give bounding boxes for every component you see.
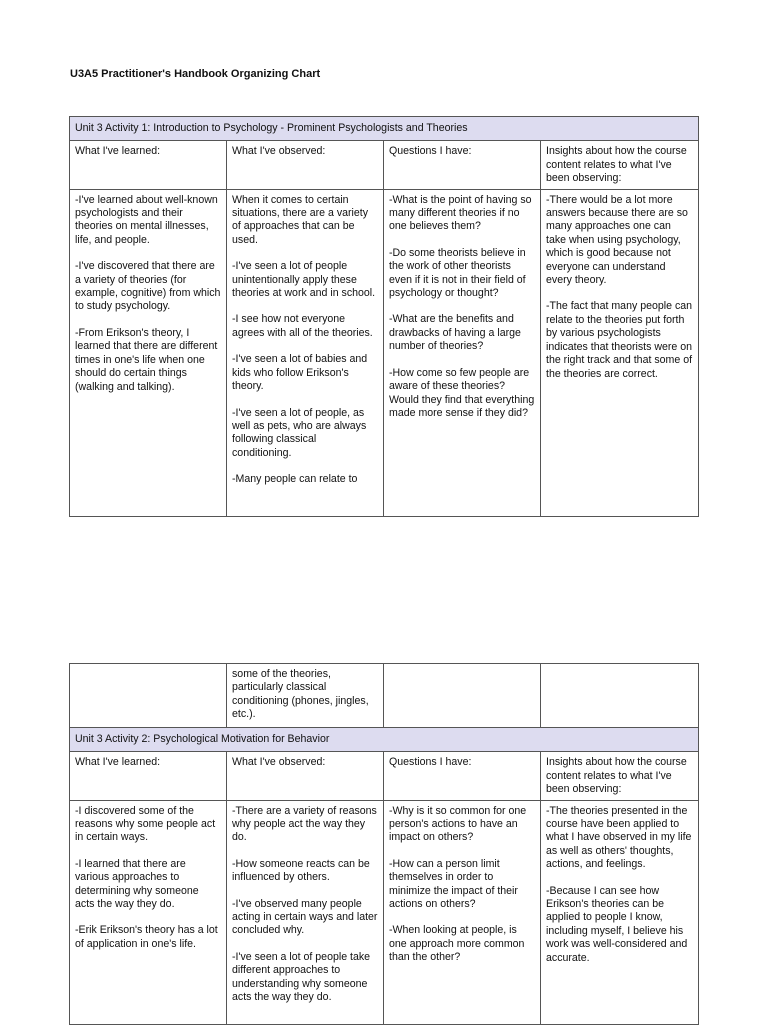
column-header-learned: What I've learned: — [70, 141, 227, 189]
observed-cell — [227, 800, 384, 1024]
learned-cell — [70, 800, 227, 1024]
cell-paragraph: -When looking at people, is one approach more common than the other? — [389, 924, 525, 964]
observed-cell — [227, 664, 384, 728]
questions-cell — [384, 800, 541, 1024]
insights-cell — [541, 664, 699, 728]
column-header-questions: Questions I have: — [384, 141, 541, 189]
cell-paragraph: -From Erikson's theory, I learned that there are different times in one's life when one should do certain things (walking and talking). — [75, 326, 218, 393]
cell-paragraph: -I see how not everyone agrees with all of the theories. — [232, 313, 373, 339]
column-header-questions: Questions I have: — [384, 752, 541, 800]
organizing-chart-table — [69, 116, 699, 517]
learned-cell — [70, 664, 227, 728]
column-header-learned: What I've learned: — [70, 752, 227, 800]
cell-paragraph: -The theories presented in the course have been applied to what I have observed in my life as well as others' thoughts, actions, and feelings. — [546, 804, 692, 871]
cell-paragraph: -I've discovered that there are a variety of theories (for example, cognitive) from which to study psychology. — [75, 260, 221, 313]
column-header-observed: What I've observed: — [227, 141, 384, 189]
insights-cell — [541, 189, 699, 516]
cell-paragraph: -I've learned about well-known psychologists and their theories on mental illnesses, life, and people. — [75, 193, 218, 246]
cell-paragraph: -What is the point of having so many different theories if no one believes them? — [389, 193, 532, 233]
cell-paragraph: -I've seen a lot of people unintentionally apply these theories at work and in school. — [232, 260, 376, 300]
cell-paragraph: -There are a variety of reasons why people act the way they do. — [232, 804, 377, 844]
learned-cell — [70, 189, 227, 516]
section-header-activity-2: Unit 3 Activity 2: Psychological Motivation for Behavior — [70, 728, 699, 752]
cell-paragraph: -I learned that there are various approaches to determining why someone acts the way they do. — [75, 857, 199, 911]
insights-cell — [541, 800, 699, 1024]
column-header-insights: Insights about how the course content relates to what I've been observing: — [541, 141, 699, 189]
questions-cell — [384, 189, 541, 516]
cell-paragraph: -Because I can see how Erikson's theories can be applied to people I know, including myself, I believe his work was well-considered and accurate. — [546, 884, 688, 964]
section-header-activity-1: Unit 3 Activity 1: Introduction to Psychology - Prominent Psychologists and Theories — [70, 117, 699, 141]
cell-paragraph: -Many people can relate to — [232, 473, 358, 486]
cell-paragraph: -Why is it so common for one person's actions to have an impact on others? — [389, 804, 527, 844]
cell-paragraph: -I discovered some of the reasons why some people act in certain ways. — [75, 804, 216, 844]
cell-paragraph: -How can a person limit themselves in order to minimize the impact of their actions on others? — [389, 857, 518, 911]
column-header-observed: What I've observed: — [227, 752, 384, 800]
cell-paragraph: -I've seen a lot of people, as well as pets, who are always following classical conditioning. — [232, 406, 367, 459]
cell-paragraph: -Erik Erikson's theory has a lot of application in one's life. — [75, 924, 218, 950]
cell-paragraph: -The fact that many people can relate to the theories put forth by various psychologists indicates that theorists were on the right track and that some of the theories are correct. — [546, 300, 693, 380]
cell-paragraph: some of the theories, particularly classical conditioning (phones, jingles, etc.). — [232, 668, 369, 721]
organizing-chart-table-continued — [69, 663, 699, 1025]
cell-paragraph: -I've observed many people acting in certain ways and later concluded why. — [232, 897, 378, 937]
cell-paragraph: -Do some theorists believe in the work of other theorists even if it is not in their field of psychology or thought? — [389, 246, 526, 300]
cell-paragraph: -I've seen a lot of babies and kids who follow Erikson's theory. — [232, 353, 368, 393]
cell-paragraph: -I've seen a lot of people take different approaches to understanding why someone acts the way they do. — [232, 950, 371, 1004]
cell-paragraph: -There would be a lot more answers because there are so many approaches one can take when using psychology, which is good because not everyone can understand every theory. — [546, 193, 688, 287]
cell-paragraph: When it comes to certain situations, there are a variety of approaches that can be used. — [232, 193, 369, 246]
cell-paragraph: -What are the benefits and drawbacks of having a large number of theories? — [389, 313, 521, 353]
column-header-insights: Insights about how the course content relates to what I've been observing: — [541, 752, 699, 800]
questions-cell — [384, 664, 541, 728]
cell-paragraph: -How come so few people are aware of these theories? Would they find that everything made more sense if they did? — [389, 366, 535, 419]
cell-paragraph: -How someone reacts can be influenced by others. — [232, 857, 370, 884]
observed-cell — [227, 189, 384, 516]
document-title: U3A5 Practitioner's Handbook Organizing Chart — [70, 68, 321, 80]
